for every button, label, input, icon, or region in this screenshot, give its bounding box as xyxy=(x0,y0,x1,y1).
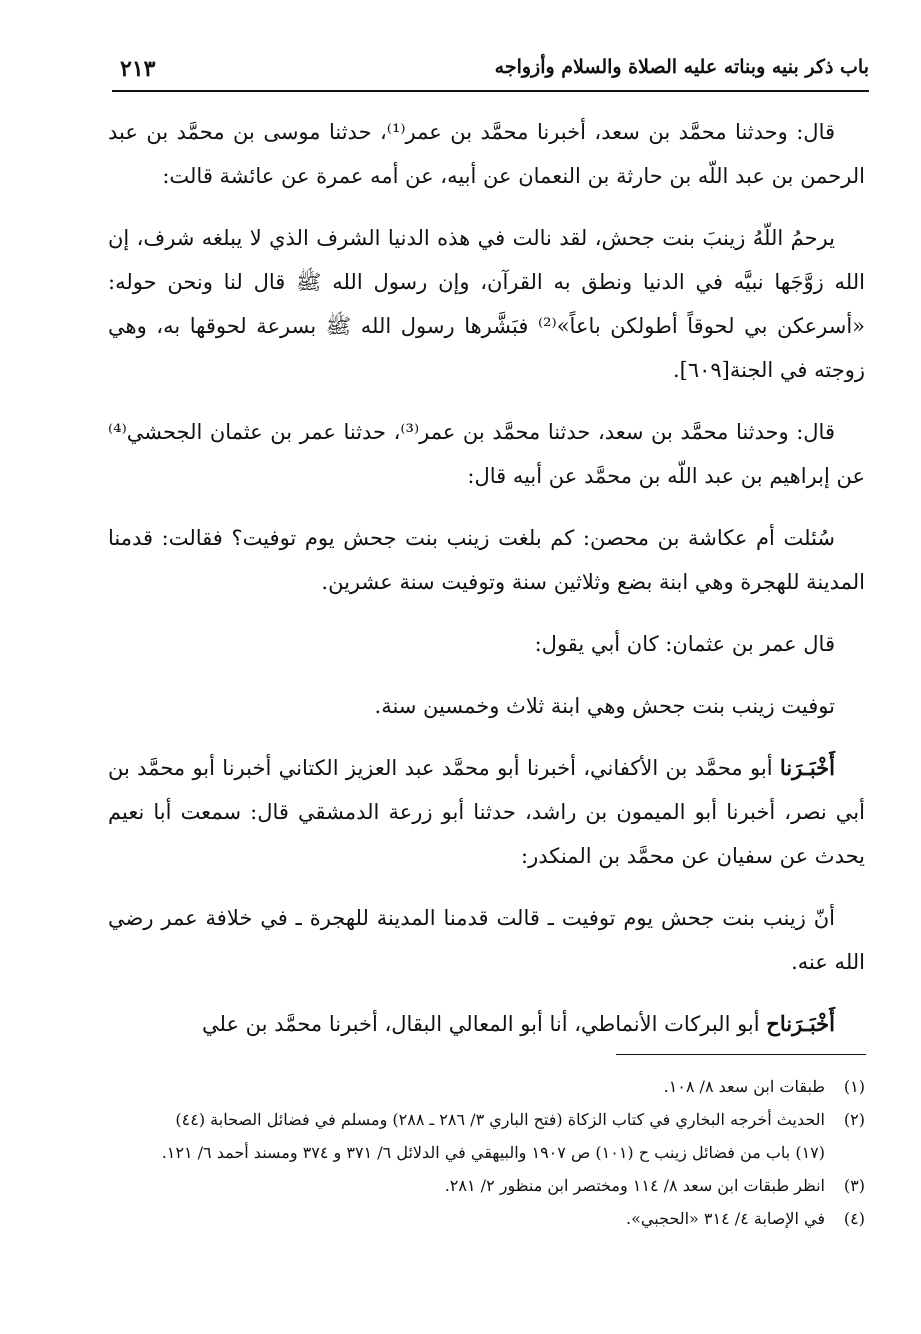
footnote-text: طبقات ابن سعد ٨/ ١٠٨. xyxy=(663,1077,825,1096)
paragraph xyxy=(108,746,865,878)
paragraph: سُئلت أم عكاشة بن محصن: كم بلغت زينب بنت جحش يوم توفيت؟ فقالت: قدمنا المدينة للهجرة وهي ابنة بضع وثلاثين سنة وتوفيت سنة عشرين. xyxy=(108,526,865,594)
footnote-divider xyxy=(616,1054,866,1055)
paragraph: قال: وحدثنا محمَّد بن سعد، أخبرنا محمَّد بن عمر⁽¹⁾، حدثنا موسى بن محمَّد بن عبد الرحمن بن عبد اللّه بن حارثة بن النعمان عن أبيه، عن أمه عمرة عن عائشة قالت: xyxy=(108,120,865,188)
footnote xyxy=(108,1202,865,1235)
akhbarana-lead: أَخْبَـرَناح xyxy=(766,1011,835,1036)
paragraph-text: أبو محمَّد بن الأكفاني، أخبرنا أبو محمَّد عبد العزيز الكتاني أخبرنا أبو محمَّد بن أبي نصر، أخبرنا أبو الميمون بن راشد، حدثنا أبو زرعة الدمشقي قال: سمعت أبا نعيم يحدث عن سفيان عن محمَّد بن المنكدر: xyxy=(108,756,865,868)
footnote-continuation: (١٧) باب من فضائل زينب ح (١٠١) ص ١٩٠٧ والبيهقي في الدلائل ٦/ ٣٧١ و ٣٧٤ ومسند أحمد ٦/ ١٢١. xyxy=(161,1143,825,1162)
footnote-number: (٣) xyxy=(843,1176,865,1195)
footnote-number: (٤) xyxy=(843,1209,865,1228)
footnote xyxy=(108,1103,865,1136)
page-number: ٢١٣ xyxy=(120,56,156,82)
paragraph xyxy=(108,1002,865,1046)
akhbarana-lead: أَخْبَـرَنا xyxy=(779,755,835,780)
footnote-text: في الإصابة ٤/ ٣١٤ «الحجبي». xyxy=(626,1209,825,1228)
paragraph-text: أبو البركات الأنماطي، أنا أبو المعالي البقال، أخبرنا محمَّد بن علي xyxy=(202,1012,767,1036)
paragraph: قال عمر بن عثمان: كان أبي يقول: xyxy=(534,632,835,656)
paragraph: قال: وحدثنا محمَّد بن سعد، حدثنا محمَّد بن عمر⁽³⁾، حدثنا عمر بن عثمان الجحشي⁽⁴⁾ عن إبراهيم بن عبد اللّه بن محمَّد عن أبيه قال: xyxy=(108,420,865,488)
footnotes xyxy=(108,1070,865,1235)
footnote-text: الحديث أخرجه البخاري في كتاب الزكاة (فتح الباري ٣/ ٢٨٦ ـ ٢٨٨) ومسلم في فضائل الصحابة (٤٤) xyxy=(175,1110,825,1129)
main-text xyxy=(108,110,865,1046)
paragraph: توفيت زينب بنت جحش وهي ابنة ثلاث وخمسين سنة. xyxy=(374,694,835,718)
running-title: باب ذكر بنيه وبناته عليه الصلاة والسلام وأزواجه xyxy=(494,56,869,78)
paragraph: يرحمُ اللّهُ زينبَ بنت جحش، لقد نالت في هذه الدنيا الشرف الذي لا يبلغه شرف، إن الله زوَّجَها نبيَّه في الدنيا ونطق به القرآن، وإن رسول الله ﷺ قال لنا ونحن حوله: «أسرعكن بي لحوقاً أطولكن باعاً»⁽²⁾ فبَشَّرها رسول الله ﷺ بسرعة لحوقها به، وهي زوجته في الجنة[٦٠٩]. xyxy=(108,226,866,382)
footnote-number: (٢) xyxy=(843,1110,865,1129)
footnote-text: انظر طبقات ابن سعد ٨/ ١١٤ ومختصر ابن منظور ٢/ ٢٨١. xyxy=(444,1176,825,1195)
footnote xyxy=(108,1169,865,1202)
footnote xyxy=(108,1070,865,1103)
header-divider xyxy=(112,90,869,92)
footnote-number: (١) xyxy=(843,1077,865,1096)
paragraph: أنّ زينب بنت جحش يوم توفيت ـ قالت قدمنا المدينة للهجرة ـ في خلافة عمر رضي الله عنه. xyxy=(108,906,865,974)
